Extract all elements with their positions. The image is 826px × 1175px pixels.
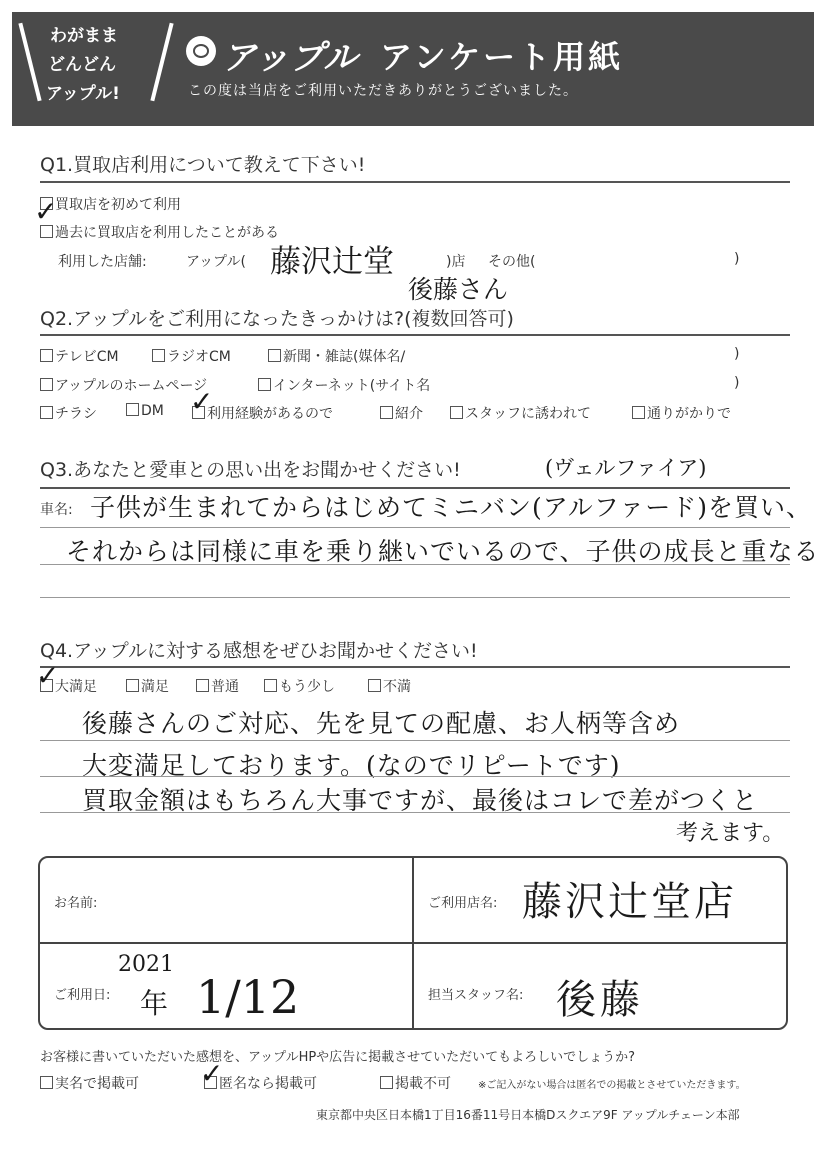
handwritten-feedback-line: 大変満足しております。(なのでリピートです) [82, 751, 621, 780]
option-label: 実名で掲載可 [55, 1076, 139, 1092]
q2-row1-close: ) [734, 346, 740, 362]
handwritten-feedback-line: 考えます。 [676, 821, 785, 846]
option-label: アップルのホームページ [55, 378, 208, 394]
option-label: インターネット(サイト名 [273, 378, 431, 394]
checkbox[interactable] [268, 349, 281, 362]
q2-option-passing[interactable] [632, 403, 731, 423]
checkbox[interactable] [40, 378, 53, 391]
option-label: 不満 [383, 679, 411, 695]
handwritten-date: 1/12 [196, 970, 300, 1024]
q2-option-tv[interactable] [40, 346, 119, 366]
handwritten-store: 藤沢辻堂 [270, 244, 394, 280]
checkbox[interactable] [40, 406, 53, 419]
answer-line [40, 527, 790, 528]
q2-rule [40, 334, 790, 336]
q2-option-radio[interactable] [152, 346, 231, 366]
option-label: スタッフに誘われて [465, 406, 591, 422]
thanks-message: この度は当店をご利用いただきありがとうございました。 [188, 83, 578, 99]
checkbox[interactable] [126, 403, 139, 416]
answer-line [40, 740, 790, 741]
q4-option-dissatisfied[interactable] [368, 676, 411, 696]
checkbox[interactable] [40, 1076, 53, 1089]
store-row-suffix: )店 [446, 254, 466, 270]
q2-option-flyer[interactable] [40, 403, 97, 423]
handwritten-car-name: (ヴェルファイア) [545, 456, 707, 480]
handwritten-staff-name: 後藤 [556, 977, 644, 1023]
q4-option-satisfied[interactable] [126, 676, 169, 696]
checkmark-icon: ✓ [34, 195, 58, 228]
handwritten-feedback-line: 後藤さんのご対応、先を見ての配慮、お人柄等含め [82, 709, 681, 738]
store-label: ご利用店名: [428, 896, 498, 911]
answer-line [40, 564, 790, 565]
q2-option-staff[interactable] [450, 403, 591, 423]
option-label: テレビCM [55, 349, 119, 365]
checkbox[interactable] [380, 1076, 393, 1089]
option-label: もう少し [279, 679, 335, 695]
handwritten-memory-line: 子供が生まれてからはじめてミニバン(アルファード)を買い、 [90, 493, 813, 522]
answer-line [40, 597, 790, 598]
car-name-label: 車名: [40, 502, 73, 518]
store-row-apple: アップル( [186, 254, 246, 270]
option-label: 過去に買取店を利用したことがある [55, 225, 279, 241]
consent-question: お客様に書いていただいた感想を、アップルHPや広告に掲載させていただいてもよろしいでしょうか? [40, 1050, 636, 1065]
q1-rule [40, 181, 790, 183]
option-label: 普通 [211, 679, 239, 695]
option-label: 満足 [141, 679, 169, 695]
q2-option-internet[interactable] [258, 375, 430, 395]
checkbox[interactable] [152, 349, 165, 362]
checkmark-icon: ✓ [36, 659, 60, 692]
handwritten-store-name: 藤沢辻堂店 [522, 879, 737, 925]
handwritten-year: 2021 [118, 952, 174, 977]
tagline-line: どんどん [48, 55, 116, 75]
handwritten-staff: 後藤さん [408, 275, 509, 304]
option-label: ラジオCM [167, 349, 231, 365]
q4-option-normal[interactable] [196, 676, 239, 696]
checkbox[interactable] [196, 679, 209, 692]
staff-label: 担当スタッフ名: [428, 988, 524, 1003]
name-label: お名前: [54, 896, 98, 911]
store-row-label: 利用した店舗: [58, 254, 147, 270]
date-label: ご利用日: [54, 988, 111, 1003]
option-label: 通りがかりで [647, 406, 731, 422]
handwritten-feedback-line: 買取金額はもちろん大事ですが、最後はコレで差がつくと [82, 786, 759, 815]
q1-title: Q1.買取店利用について教えて下さい! [40, 154, 366, 176]
option-label: 掲載不可 [395, 1076, 451, 1092]
q2-title: Q2.アップルをご利用になったきっかけは?(複数回答可) [40, 308, 514, 330]
checkmark-icon: ✓ [200, 1057, 224, 1090]
q4-option-so-so[interactable] [264, 676, 335, 696]
tagline [40, 22, 160, 109]
checkbox[interactable] [632, 406, 645, 419]
q2-option-dm[interactable] [126, 403, 164, 419]
checkbox[interactable] [40, 349, 53, 362]
consent-note: ※ご記入がない場合は匿名での掲載とさせていただきます。 [478, 1080, 746, 1091]
option-label: チラシ [55, 406, 97, 422]
checkbox[interactable] [264, 679, 277, 692]
q3-title: Q3.あなたと愛車との思い出をお聞かせください! [40, 459, 461, 481]
option-label: 新聞・雑誌(媒体名/ [283, 349, 406, 365]
store-row-other: その他( [488, 254, 536, 270]
tagline-line: アップル! [46, 84, 120, 104]
tagline-line: わがまま [50, 26, 118, 46]
answer-line [40, 812, 790, 813]
option-label: 買取店を初めて利用 [55, 197, 181, 213]
q2-option-homepage[interactable] [40, 375, 207, 395]
form-title: アンケート用紙 [380, 38, 624, 76]
checkbox[interactable] [126, 679, 139, 692]
checkbox[interactable] [450, 406, 463, 419]
q2-row2-close: ) [734, 375, 740, 391]
q2-option-referral[interactable] [380, 403, 423, 423]
option-label: 紹介 [395, 406, 423, 422]
q1-option-first-time[interactable] [40, 194, 181, 214]
store-row-close: ) [734, 251, 740, 267]
q4-title: Q4.アップルに対する感想をぜひお聞かせください! [40, 640, 478, 662]
brand-name: アップル [222, 38, 359, 78]
handwritten-memory-line: それからは同様に車を乗り継いでいるので、子供の成長と重なる [66, 537, 820, 566]
consent-option-no[interactable] [380, 1073, 451, 1093]
footer-address: 東京都中央区日本橋1丁目16番11号日本橋Dスクエア9F アップルチェーン本部 [316, 1108, 740, 1122]
q4-rule [40, 666, 790, 668]
info-box-divider [38, 942, 788, 944]
option-label: 利用経験があるので [207, 406, 333, 422]
checkbox[interactable] [258, 378, 271, 391]
checkbox[interactable] [368, 679, 381, 692]
answer-line [40, 776, 790, 777]
q2-option-newspaper[interactable] [268, 346, 405, 366]
handwritten-year-kanji: 年 [140, 987, 169, 1020]
checkbox[interactable] [380, 406, 393, 419]
option-label: 大満足 [55, 679, 97, 695]
option-label: 匿名なら掲載可 [219, 1076, 317, 1092]
q1-option-used-before[interactable] [40, 222, 279, 242]
checkmark-icon: ✓ [190, 385, 214, 418]
apple-logo-icon [186, 36, 216, 66]
option-label: DM [141, 403, 164, 419]
consent-option-real-name[interactable] [40, 1073, 139, 1093]
